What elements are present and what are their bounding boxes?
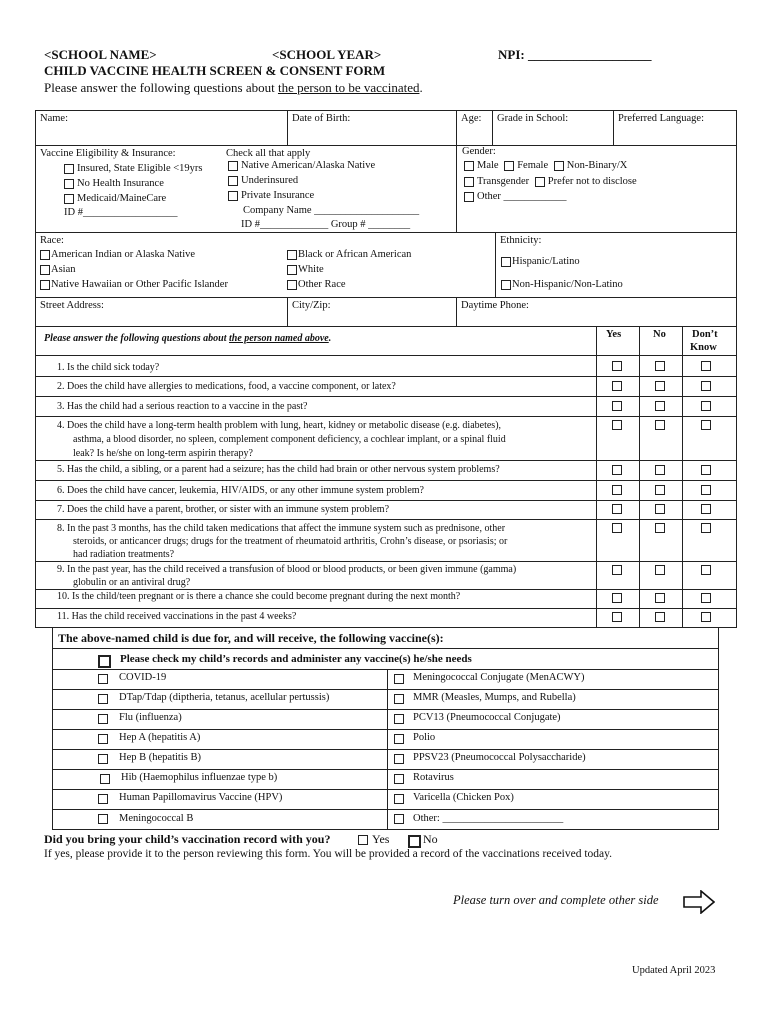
- question-2: 2. Does the child have allergies to medications, food, a vaccine component, or latex?: [57, 381, 396, 392]
- q11-dont-know-checkbox[interactable]: [701, 612, 711, 622]
- q1-yes-checkbox[interactable]: [612, 361, 622, 371]
- q7-yes-checkbox[interactable]: [612, 504, 622, 514]
- race-option-other[interactable]: Other Race: [287, 279, 346, 290]
- row-divider: [52, 669, 719, 670]
- vaccine-menacwy-checkbox[interactable]: [394, 674, 404, 684]
- row-divider: [35, 519, 737, 520]
- eligibility-option-insured[interactable]: Insured, State Eligible <19yrs: [64, 163, 202, 174]
- race-option-pacific-islander[interactable]: Native Hawaiian or Other Pacific Islander: [40, 279, 228, 290]
- vaccine-flu-checkbox[interactable]: [98, 714, 108, 724]
- vaccine-men-b-checkbox[interactable]: [98, 814, 108, 824]
- checkbox[interactable]: [64, 179, 74, 189]
- checkbox[interactable]: [40, 250, 50, 260]
- race-option-black[interactable]: Black or African American: [287, 249, 411, 260]
- q2-no-checkbox[interactable]: [655, 381, 665, 391]
- gender-other[interactable]: Other ____________: [464, 191, 567, 202]
- q6-no-checkbox[interactable]: [655, 485, 665, 495]
- medicaid-id-field[interactable]: ID #__________________: [64, 207, 178, 218]
- row-divider: [35, 396, 737, 397]
- question-4-line-2: asthma, a blood disorder, no spleen, complement component deficiency, a cochlear implant, or a spinal fluid: [73, 434, 506, 445]
- vaccine-men-b: Meningococcal B: [119, 813, 194, 824]
- vaccine-mmr-checkbox[interactable]: [394, 694, 404, 704]
- question-8-line-3: had radiation treatments?: [73, 549, 175, 560]
- q4-no-checkbox[interactable]: [655, 420, 665, 430]
- checkbox[interactable]: [464, 177, 474, 187]
- q6-yes-checkbox[interactable]: [612, 485, 622, 495]
- language-field[interactable]: [613, 110, 737, 146]
- form-instruction: [44, 80, 423, 96]
- gender-section: [456, 145, 737, 233]
- vaccine-dtap: DTap/Tdap (diptheria, tetanus, acellular pertussis): [119, 692, 330, 703]
- check-records-checkbox[interactable]: [98, 655, 111, 668]
- checkbox[interactable]: [501, 280, 511, 290]
- q2-dont-know-checkbox[interactable]: [701, 381, 711, 391]
- checkbox[interactable]: [40, 265, 50, 275]
- record-yes-label: Yes: [372, 832, 390, 846]
- race-title: Race:: [40, 235, 64, 246]
- school-year: <SCHOOL YEAR>: [272, 47, 382, 62]
- street-address-label: Street Address:: [40, 300, 104, 311]
- age-field[interactable]: [456, 110, 493, 146]
- checkbox[interactable]: [504, 161, 514, 171]
- eligibility-option-medicaid[interactable]: Medicaid/MaineCare: [64, 193, 166, 204]
- question-11: 11. Has the child received vaccinations in the past 4 weeks?: [57, 611, 297, 622]
- row-divider: [52, 809, 719, 810]
- right-arrow-icon: [683, 890, 715, 914]
- row-divider: [35, 608, 737, 609]
- record-question: Did you bring your child’s vaccination record with you?: [44, 832, 331, 846]
- street-address-field[interactable]: [35, 297, 288, 327]
- vaccine-other-checkbox[interactable]: [394, 814, 404, 824]
- question-5: 5. Has the child, a sibling, or a parent had a seizure; has the child had brain or other nervous system problems?: [57, 464, 500, 475]
- q10-yes-checkbox[interactable]: [612, 593, 622, 603]
- race-option-american-indian[interactable]: American Indian or Alaska Native: [40, 249, 195, 260]
- q9-no-checkbox[interactable]: [655, 565, 665, 575]
- vaccine-hep-a-checkbox[interactable]: [98, 734, 108, 744]
- q10-dont-know-checkbox[interactable]: [701, 593, 711, 603]
- row-divider: [35, 500, 737, 501]
- record-note: If yes, please provide it to the person reviewing this form. You will be provided a record of the vaccinations received today.: [44, 848, 613, 860]
- q3-no-checkbox[interactable]: [655, 401, 665, 411]
- vaccine-mmr: MMR (Measles, Mumps, and Rubella): [413, 692, 576, 703]
- q4-yes-checkbox[interactable]: [612, 420, 622, 430]
- vaccine-flu: Flu (influenza): [119, 712, 182, 723]
- record-yes-checkbox[interactable]: [358, 835, 368, 845]
- instruction-link: the person to be vaccinated: [277, 80, 420, 95]
- q5-dont-know-checkbox[interactable]: [701, 465, 711, 475]
- vaccine-polio: Polio: [413, 732, 436, 743]
- q2-yes-checkbox[interactable]: [612, 381, 622, 391]
- checkbox[interactable]: [228, 176, 238, 186]
- question-4-line-3: leak? Is he/she on long-term aspirin therapy?: [73, 448, 253, 459]
- q11-no-checkbox[interactable]: [655, 612, 665, 622]
- q8-no-checkbox[interactable]: [655, 523, 665, 533]
- checkbox[interactable]: [464, 192, 474, 202]
- question-9: 9. In the past year, has the child received a transfusion of blood or blood products, or been given immune (gamma): [57, 564, 517, 575]
- q9-dont-know-checkbox[interactable]: [701, 565, 711, 575]
- row-divider: [52, 729, 719, 730]
- vaccine-hib-checkbox[interactable]: [100, 774, 110, 784]
- checkbox[interactable]: [228, 161, 238, 171]
- q5-no-checkbox[interactable]: [655, 465, 665, 475]
- gender-line-1: Male Female Non-Binary/X: [464, 160, 627, 171]
- question-7: 7. Does the child have a parent, brother, or sister with an immune system problem?: [57, 504, 390, 515]
- q11-yes-checkbox[interactable]: [612, 612, 622, 622]
- vaccine-rotavirus-checkbox[interactable]: [394, 774, 404, 784]
- question-9-line-2: globulin or an antiviral drug?: [73, 577, 191, 588]
- question-3: 3. Has the child had a serious reaction to a vaccine in the past?: [57, 401, 308, 412]
- language-label: Preferred Language:: [618, 113, 704, 124]
- gender-title: Gender:: [462, 146, 496, 157]
- form-title: CHILD VACCINE HEALTH SCREEN & CONSENT FORM: [44, 63, 386, 78]
- dob-field[interactable]: [287, 110, 457, 146]
- gender-line-2: Transgender Prefer not to disclose: [464, 176, 637, 187]
- q8-yes-checkbox[interactable]: [612, 523, 622, 533]
- vaccine-hpv-checkbox[interactable]: [98, 794, 108, 804]
- q1-dont-know-checkbox[interactable]: [701, 361, 711, 371]
- q7-no-checkbox[interactable]: [655, 504, 665, 514]
- checkbox[interactable]: [287, 265, 297, 275]
- question-1: 1. Is the child sick today?: [57, 362, 160, 373]
- yes-label: Yes: [606, 329, 622, 340]
- vaccine-polio-checkbox[interactable]: [394, 734, 404, 744]
- question-8: 8. In the past 3 months, has the child taken medications that affect the immune system such as prednisone, other: [57, 523, 506, 534]
- checkbox[interactable]: [64, 194, 74, 204]
- company-name-field[interactable]: Company Name ____________________: [243, 205, 420, 216]
- question-6: 6. Does the child have cancer, leukemia, HIV/AIDS, or any other immune system problem?: [57, 485, 424, 496]
- row-divider: [52, 769, 719, 770]
- vaccine-varicella-checkbox[interactable]: [394, 794, 404, 804]
- instruction-suffix: .: [419, 80, 423, 95]
- vaccine-other-field[interactable]: Other: _______________________: [413, 813, 564, 824]
- daytime-phone-label: Daytime Phone:: [461, 300, 529, 311]
- updated-date: Updated April 2023: [632, 965, 716, 976]
- check-all-title: Check all that apply: [226, 148, 311, 159]
- row-divider: [52, 648, 719, 649]
- turn-over-text: Please turn over and complete other side: [453, 893, 659, 907]
- vaccine-menacwy: Meningococcal Conjugate (MenACWY): [413, 672, 585, 683]
- record-no-checkbox[interactable]: [408, 835, 421, 848]
- vaccine-hep-a: Hep A (hepatitis A): [119, 732, 201, 743]
- q3-dont-know-checkbox[interactable]: [701, 401, 711, 411]
- question-4: 4. Does the child have a long-term health problem with lung, heart, kidney or metabolic disease (e.g. diabetes),: [57, 420, 502, 431]
- vaccine-varicella: Varicella (Chicken Pox): [413, 792, 514, 803]
- questions-instruction-link: the person named above: [229, 333, 329, 344]
- vaccine-ppsv23: PPSV23 (Pneumococcal Polysaccharide): [413, 752, 586, 763]
- name-label: Name:: [40, 113, 68, 124]
- vaccine-covid: COVID-19: [119, 672, 167, 683]
- vaccine-hep-b: Hep B (hepatitis B): [119, 752, 201, 763]
- age-label: Age:: [461, 113, 482, 124]
- race-option-white[interactable]: White: [287, 264, 324, 275]
- q5-yes-checkbox[interactable]: [612, 465, 622, 475]
- row-divider: [52, 789, 719, 790]
- grade-field[interactable]: [492, 110, 614, 146]
- eligibility-title: Vaccine Eligibility & Insurance:: [40, 148, 176, 159]
- row-divider: [52, 709, 719, 710]
- row-divider: [35, 376, 737, 377]
- checkbox[interactable]: [64, 164, 74, 174]
- city-zip-field[interactable]: [287, 297, 457, 327]
- eligibility-option-no-insurance[interactable]: No Health Insurance: [64, 178, 164, 189]
- vaccine-hib: Hib (Haemophilus influenzae type b): [121, 772, 278, 783]
- grade-label: Grade in School:: [497, 113, 569, 124]
- checkbox[interactable]: [501, 257, 511, 267]
- dob-label: Date of Birth:: [292, 113, 351, 124]
- q9-yes-checkbox[interactable]: [612, 565, 622, 575]
- option-private-insurance[interactable]: Private Insurance: [228, 190, 314, 201]
- know-label: Know: [690, 342, 717, 353]
- q1-no-checkbox[interactable]: [655, 361, 665, 371]
- ethnicity-title: Ethnicity:: [500, 235, 542, 246]
- school-name: <SCHOOL NAME>: [44, 47, 157, 62]
- daytime-phone-field[interactable]: [456, 297, 737, 327]
- vaccine-table-title: The above-named child is due for, and will receive, the following vaccine(s):: [58, 631, 444, 645]
- vaccine-pcv13-checkbox[interactable]: [394, 714, 404, 724]
- q4-dont-know-checkbox[interactable]: [701, 420, 711, 430]
- q8-dont-know-checkbox[interactable]: [701, 523, 711, 533]
- no-label: No: [653, 329, 666, 340]
- vaccine-ppsv23-checkbox[interactable]: [394, 754, 404, 764]
- vaccine-rotavirus: Rotavirus: [413, 772, 454, 783]
- q10-no-checkbox[interactable]: [655, 593, 665, 603]
- vaccine-hpv: Human Papillomavirus Vaccine (HPV): [119, 792, 283, 803]
- instruction-prefix: Please answer the following questions about: [44, 80, 278, 95]
- vaccine-covid-checkbox[interactable]: [98, 674, 108, 684]
- city-zip-label: City/Zip:: [292, 300, 331, 311]
- option-underinsured[interactable]: Underinsured: [228, 175, 298, 186]
- record-no-label: No: [423, 832, 438, 846]
- checkbox[interactable]: [228, 191, 238, 201]
- checkbox[interactable]: [40, 280, 50, 290]
- q3-yes-checkbox[interactable]: [612, 401, 622, 411]
- q7-dont-know-checkbox[interactable]: [701, 504, 711, 514]
- checkbox[interactable]: [464, 161, 474, 171]
- vaccine-dtap-checkbox[interactable]: [98, 694, 108, 704]
- row-divider: [35, 416, 737, 417]
- question-10: 10. Is the child/teen pregnant or is there a chance she could become pregnant during the next month?: [57, 591, 461, 602]
- questions-instruction-prefix: Please answer the following questions about: [44, 333, 230, 344]
- ethnicity-option-non-hispanic[interactable]: Non-Hispanic/Non-Latino: [501, 279, 623, 290]
- ethnicity-option-hispanic[interactable]: Hispanic/Latino: [501, 256, 580, 267]
- vaccine-pcv13: PCV13 (Pneumococcal Conjugate): [413, 712, 561, 723]
- checkbox[interactable]: [554, 161, 564, 171]
- race-option-asian[interactable]: Asian: [40, 264, 76, 275]
- dont-label: Don’t: [692, 329, 718, 340]
- questions-instruction-suffix: .: [328, 333, 332, 344]
- row-divider: [35, 480, 737, 481]
- row-divider: [52, 749, 719, 750]
- checkbox[interactable]: [535, 177, 545, 187]
- question-8-line-2: steroids, or anticancer drugs; drugs for the treatment of rheumatoid arthritis, Crohn’s disease, or psoriasis; or: [73, 536, 508, 547]
- q6-dont-know-checkbox[interactable]: [701, 485, 711, 495]
- row-divider: [52, 689, 719, 690]
- vaccine-hep-b-checkbox[interactable]: [98, 754, 108, 764]
- checkbox[interactable]: [287, 250, 297, 260]
- checkbox[interactable]: [287, 280, 297, 290]
- npi-field[interactable]: NPI: ___________________: [498, 47, 652, 62]
- insurance-id-group-field[interactable]: ID #_____________ Group # ________: [241, 219, 411, 230]
- name-field[interactable]: [35, 110, 288, 146]
- option-native-american[interactable]: Native American/Alaska Native: [228, 160, 375, 171]
- questions-instruction: [44, 333, 331, 344]
- check-records-label: Please check my child’s records and administer any vaccine(s) he/she needs: [120, 653, 472, 665]
